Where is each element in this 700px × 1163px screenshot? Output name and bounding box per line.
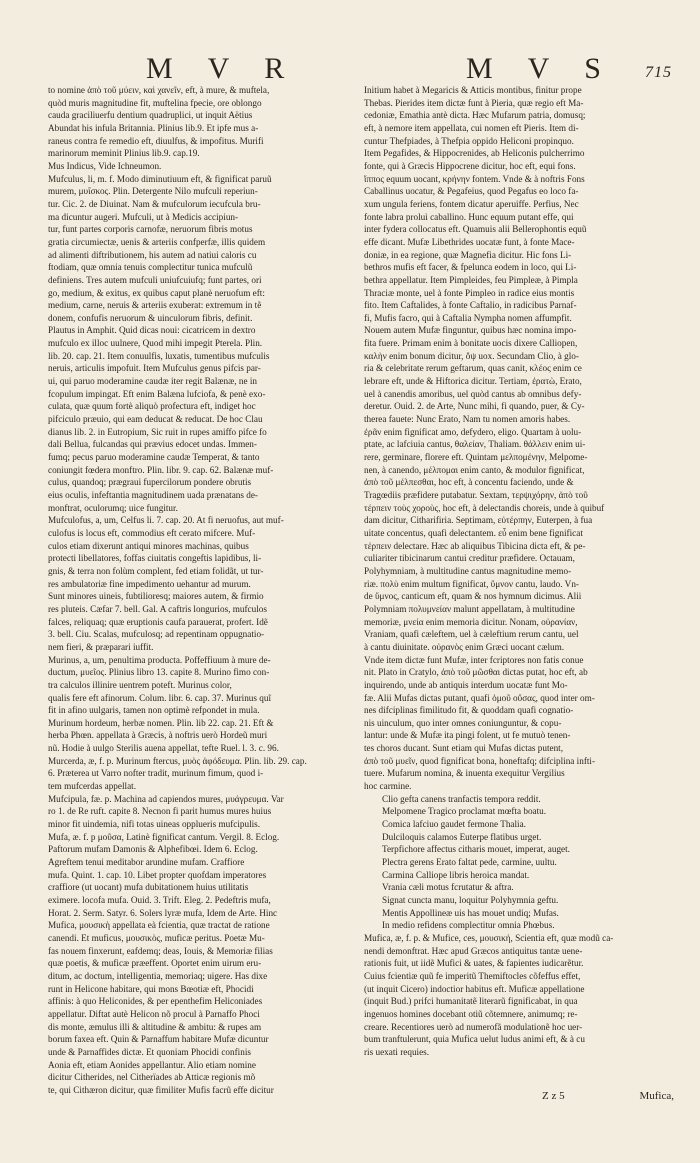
text-line: Nouem autem Mufæ finguntur, quibus hæc nomina impo- xyxy=(364,325,577,336)
verse-line: Signat cuncta manu, loquitur Polyhymnia geftu. xyxy=(382,895,559,905)
text-line: rere, germinare, florere eft. Quintam μελπομένην, Melpome- xyxy=(364,452,588,463)
text-line: borum faxea eft. Quin & Parnaffum habitare Mufæ dicuntur xyxy=(48,1034,269,1045)
text-line: Thebas. Pierides item dictæ funt à Pieria, quæ regio eft Ma- xyxy=(364,97,584,108)
text-line: à cantu diuinitate. οὐρανὸς enim Græci uocant cælum. xyxy=(364,641,565,652)
text-line: Murinum hordeum, herbæ nomen. Plin. lib 22. cap. 21. Eft & xyxy=(48,717,274,728)
page-footer xyxy=(364,1090,682,1106)
verse-line: In medio refidens complectitur omnia Phœbus. xyxy=(382,920,555,931)
text-line: go, medium, & exitus, ex quibus caput planè neruofum eft: xyxy=(48,287,265,298)
text-line: Polyhymniam, à multitudine cantus magnitudine memo- xyxy=(364,565,572,576)
text-line: Sunt minores uineis, fubtilioresq; maiores autem, & firmio xyxy=(48,591,264,602)
text-line: Horat. 2. Serm. Satyr. 6. Solers lyræ mufa, Idem de Arte. Hinc xyxy=(48,907,278,918)
text-line: tes choros ducant. Sunt etiam qui Mufas dictas putent, xyxy=(364,743,564,754)
text-line: ria & celebritate rerum geftarum, quas canit, κλέος enim ce xyxy=(364,363,582,374)
vergil-poem xyxy=(364,793,682,932)
text-line: appellatur. Diftat autè Helicon nõ procul à Parnaffo Phoci xyxy=(48,1008,260,1019)
text-line: ad alimenti diftributionem, his autem ad natiui caloris cu xyxy=(48,249,257,260)
text-line: cauda graciliuerfu dentium quadruplici, ut inquit Aëtius xyxy=(48,110,253,121)
text-line: Mufculofus, a, um, Celfus li. 7. cap. 20. At fi neruofus, aut muf- xyxy=(48,515,284,526)
text-line: Initium habet à Megaricis & Atticis montibus, finitur prope xyxy=(364,85,582,95)
text-line: Murcerda, æ, f. p. Murinum ftercus, μυὸς ἀφόδευμα. Plin. lib. 29. cap. xyxy=(48,755,307,766)
text-line: inter fydera collocatus eft. Quamuis alii Bellerophontis equũ xyxy=(364,224,587,235)
text-line: Thraciæ monte, uel à fonte Pimpleo in radice eius montis xyxy=(364,287,575,298)
text-line: pifciculo præuio, qui eam deducat & reducat. De hoc Clau xyxy=(48,414,263,425)
verse-line: Melpomene Tragico proclamat mœfta boatu. xyxy=(382,806,547,817)
text-line: Cuius fcientiæ quũ fe imperitũ Themiftocles cõfeffus effet, xyxy=(364,970,581,981)
text-line: ingenuos homines docebant otiũ cõtemnere, animumq; re- xyxy=(364,1008,578,1019)
text-line: therea fauete: Nunc Erato, Nam tu nomen amoris habes. xyxy=(364,414,571,425)
text-line: donem, confufis neruorum & uinculorum fibris, definit. xyxy=(48,312,253,323)
text-line: cedoniæ, Emathia antè dicta. Hæc Mufarum patria, domusq; xyxy=(364,110,586,121)
text-line: fit in afino uulgaris, tamen non optimè refpondet in mula. xyxy=(48,705,260,716)
verse-line: Dulciloquis calamos Euterpe flatibus urget. xyxy=(382,831,542,842)
text-line: ftodiam, quæ omnia tenuis complectitur tunica mufculũ xyxy=(48,262,253,273)
text-line: dicitur Citherides, nel Citherïades ab Atticæ regionis mõ xyxy=(48,1072,256,1083)
text-line: fas nouem finxerunt, eafdemq; deas, Iouis, & Memoriæ filias xyxy=(48,945,273,956)
text-line: eius oculis, infeftantia magnitudinem uada prænatans de- xyxy=(48,490,258,500)
text-line: nis uinculum, quo inter omnes coniunguntur, & copu- xyxy=(364,717,562,728)
verse-line: Vrania cæli motus fcrutatur & aftra. xyxy=(382,882,514,893)
text-line: quæ poetis, & muficæ præeffent. Oportet enim uirum eru- xyxy=(48,958,262,969)
signature-mark: Z z 5 xyxy=(542,1090,565,1102)
text-line: riæ. πολὺ enim multum fignificat, ὕμνον cantu, laudo. Vn- xyxy=(364,578,579,589)
text-line: protecti libellatores, foffas ciuitatis congeftis lapidibus, li- xyxy=(48,553,262,564)
text-line: uel à canendis amoribus, uel quòd cantus ab omnibus defy- xyxy=(364,388,582,399)
text-line: to nomine ἀπὸ τοῦ μύειν, καὶ χανεῖν, eft, à mure, & muftela, xyxy=(48,85,270,95)
text-line: τέρπειν τοὺς χοροὺς, hoc eft, à delectandis choreis, unde à quibuf xyxy=(364,502,605,513)
text-line: Paftorum mufam Damonis & Alphefibœi. Idem 6. Eclog. xyxy=(48,844,258,855)
text-line: de ὕμνος, canticum eft, quam & nos hymnum dicimus. Alii xyxy=(364,591,582,602)
text-line: bethros mufis eft facer, & fpelunca eodem in loco, qui Li- xyxy=(364,262,577,273)
text-line: nen, à canendo, μέλπομαι enim canto, & modulor fignificat, xyxy=(364,464,585,475)
text-line: mufculo ex illoc uulnere, Quod mihi impegit Pterela. Plin. xyxy=(48,338,263,349)
text-line: canendi. Et muficus, μουσικὸς, muficæ peritus. Poetæ Mu- xyxy=(48,932,265,943)
text-line: nendi demonftrat. Hæc apud Græcos antiquitus tantæ uene- xyxy=(364,945,583,956)
text-line: fonte, qui à Græcis Hippocrene dicitur, hoc eft, equi fons. xyxy=(364,160,576,171)
running-head-right: M V S xyxy=(466,52,615,85)
text-line: fumq; pecus paruo moderamine caudæ Temperat, & tanto xyxy=(48,452,260,463)
text-line: culofus is locus eft, commodius eft cerato mifcere. Muf- xyxy=(48,527,256,538)
text-line: raneus contra fe remedio eft, diuulfus, & impofitus. Murifi xyxy=(48,135,264,146)
text-line: fæ. Alii Mufas dictas putant, quafi ὁμοῦ οὔσας, quod inter om- xyxy=(364,692,595,703)
text-line: Mufa, æ. f. p μοῦσα, Latinè fignificat cantum. Vergil. 8. Eclog. xyxy=(48,831,280,842)
verse-line: Carmina Calliope libris heroica mandat. xyxy=(382,869,530,880)
text-line: tuere. Mufarum nomina, & inuenta exequitur Vergilius xyxy=(364,768,565,779)
text-line: dam dicitur, Citharifiria. Septimam, εὐτέρπην, Euterpen, à fua xyxy=(364,515,593,526)
text-line: marinorum meminit Plinius lib.9. cap.19. xyxy=(48,148,200,159)
text-line: ductum, μυεῖος. Plinius libro 13. capite 8. Murino fimo con- xyxy=(48,667,270,678)
text-line: falces, reliquaq; quæ eruptionis caufa parauerat, profert. Idẽ xyxy=(48,616,268,627)
text-line: (ut inquit Cicero) indoctior habitus eft. Muficæ appellatione xyxy=(364,983,585,994)
text-line: culiariter tibicinarum cantui creditur præfidere. Octauam, xyxy=(364,553,575,564)
text-line: Abundat his infula Britannia. Plinius lib.9. Et ipfe mus a- xyxy=(48,122,259,133)
text-line: medium, carne, neruis & arteriis exuberat: extremum in tẽ xyxy=(48,300,262,311)
text-line: Tragœdiis præfidere putabatur. Sextam, τερψιχόρην, ἀπὸ τοῦ xyxy=(364,490,588,500)
text-line: tur, funt partes corporis carnofæ, neruorum fibris motus xyxy=(48,224,253,235)
text-line: Mufica, μουσικὴ appellata eà fcientia, quæ tractat de ratione xyxy=(48,920,270,931)
text-line: culos etiam dixerunt antiqui minores machinas, quibus xyxy=(48,540,249,551)
text-line: Mufculus, li, m. f. Modo diminutiuum eft, & fignificat paruũ xyxy=(48,173,272,184)
text-line: Caballinus uocatur, & Pegafeius, quod Pegafus eo loco fa- xyxy=(364,186,579,197)
catchword: Mufica, xyxy=(639,1090,674,1102)
text-line: tur. Cic. 2. de Diuinat. Nam & mufculorum iecufcula bru- xyxy=(48,198,261,209)
text-line: coniungit fœdera monftro. Plin. libr. 9. cap. 62. Balænæ muf- xyxy=(48,464,274,475)
verse-line: Terpfichore affectus citharis mouet, imperat, auget. xyxy=(382,844,570,855)
verse-line: Plectra gerens Erato faltat pede, carmine, uultu. xyxy=(382,857,557,868)
verse-line: Comica lafciuo gaudet fermone Thalia. xyxy=(382,819,526,830)
text-line: fi, Mufis facro, qui à Caftalia Nympha nomen affumpfit. xyxy=(364,312,572,323)
text-line: herba Phœn. appellata à Græcis, à noftris uerò Hordeũ muri xyxy=(48,730,268,741)
text-line: 3. bell. Ciu. Scalas, mufculosq; ad repentinam oppugnatio- xyxy=(48,629,265,640)
text-line: Mufcipula, fæ. p. Machina ad capiendos mures, μυάγρευμα. Var xyxy=(48,793,284,804)
text-line: culata, quæ quum fortè aliquò profectura eft, indiget hoc xyxy=(48,401,256,412)
text-line: ptate, ac lafciuia cantus, θαλείαν, Thaliam. θάλλειν enim ui- xyxy=(364,439,586,450)
text-line: dali Bellua, fulcandas qui prævius edocet undas. Immen- xyxy=(48,439,257,450)
text-line: rationis fuit, ut iidẽ Mufici & uates, & fapientes iudicarẽtur. xyxy=(364,958,584,969)
text-line: nit. Plato in Cratylo, ἀπὸ τοῦ μῶσθαι dictas putat, hoc eft, ab xyxy=(364,667,588,678)
text-line: ui, qui paruo moderamine caudæ iter regit Balænæ, ne in xyxy=(48,376,257,387)
text-line: doniæ, in ea regione, quæ Magnefia dicitur. Hic fons Li- xyxy=(364,249,572,260)
text-line: Vraniam, quafi cæleftem, uel à cæleftium rerum cantu, uel xyxy=(364,629,579,640)
text-line: ma dicuntur augeri. Mufculi, ut à Medicis accipiun- xyxy=(48,211,239,222)
text-line: quòd muris magnitudine fit, muftelina fpecie, ore oblongo xyxy=(48,97,262,108)
text-line: runt in Helicone habitare, qui mons Bœotiæ eft, Phocidi xyxy=(48,983,254,994)
text-line: fonte labra proluì caballino. Hunc equum putant effe, qui xyxy=(364,211,574,222)
text-line: lantur: unde & Mufæ ita pingi folent, ut fe mutuò tenen- xyxy=(364,730,571,741)
text-line: gnis, & terra non folùm complent, fed etiam folidãt, ut tur- xyxy=(48,565,264,576)
text-line: lebrare eft, unde & Hiftorica dicitur. Tertiam, ἐρατὼ, Erato, xyxy=(364,376,582,387)
text-line: Plautus in Amphit. Quid dicas noui: cicatricem in dextro xyxy=(48,325,256,336)
musica-entry xyxy=(364,932,682,1059)
text-line: neruis, articulis impofuit. Item Mufculus genus pifcis par- xyxy=(48,363,261,374)
text-line: murem, μυΐσκος. Plin. Detergente Nilo mufculi reperiun- xyxy=(48,186,258,197)
text-line: deretur. Ouid. 2. de Arte, Nunc mihi, fi quando, puer, & Cy- xyxy=(364,401,585,412)
text-line: ἵππος equum uocant, κρήνην fontem. Vnde & à noftris Fons xyxy=(364,173,585,184)
text-line: culus, quandoq; prægraui fupercilorum pondere obrutis xyxy=(48,477,252,488)
text-line: creare. Recentiores uerò ad numerofã modulationẽ hoc uer- xyxy=(364,1021,583,1032)
text-line: tem mufcerdas appellat. xyxy=(48,781,137,792)
running-head-left: M V R xyxy=(146,52,299,85)
text-line: mufa. Quint. 1. cap. 10. Libet propter quofdam imperatores xyxy=(48,869,267,880)
text-line: monftrat, oculorumq; uice fungitur. xyxy=(48,502,178,513)
text-line: effe dicant. Mufæ Libethrides uocatæ funt, à fonte Mace- xyxy=(364,236,575,247)
page-number: 715 xyxy=(645,64,672,81)
text-line: Aonia eft, etiam Aonides appellantur. Alio etiam nomine xyxy=(48,1059,256,1070)
text-line: nem fieri, & præparari iuffit. xyxy=(48,641,154,652)
text-line: minor fit uindemia, nifi totas uineas opplueris mufcipulis. xyxy=(48,819,261,830)
text-line: eft, à nemore item appellata, cui nomen eft Pieris. Item di- xyxy=(364,122,579,133)
text-line: Mus Indicus, Vide Ichneumon. xyxy=(48,160,162,171)
text-line: nes difciplinas fimilitudo fit, & quoddam quafi cognatio- xyxy=(364,705,574,716)
verse-line: Clio gefta canens tranfactis tempora reddit. xyxy=(382,793,541,804)
text-line: ris uexati requies. xyxy=(364,1046,430,1057)
text-line: res pluteis. Cæfar 7. bell. Gal. A caftris longurios, mufculos xyxy=(48,603,267,614)
text-line: hoc carmine. xyxy=(364,781,412,792)
text-line: ἀπὸ τοῦ μέλπεσθαι, hoc eft, à concentu faciendo, unde & xyxy=(364,477,574,488)
text-line: dianus lib. 2. in Eutropium, Sic ruit in rupes amiffo pifce fo xyxy=(48,426,267,437)
text-line: Agreftem tenui meditabor arundine mufam. Craffiore xyxy=(48,857,245,868)
verse-line: Mentis Appollineæ uis has mouet undiq; Mufas. xyxy=(382,907,559,918)
text-line: Mufica, æ, f. p. & Mufice, ces, μουσική, Scientia eft, quæ modũ ca- xyxy=(364,932,614,943)
left-column xyxy=(48,84,348,1097)
text-line: ro 1. de Re ruft. capite 8. Necnon fi parit humus mures huius xyxy=(48,806,272,817)
text-line: xum ungula feriens, fontem dicatur aperuiffe. Perfius, Nec xyxy=(364,198,579,209)
text-line: unde & Parnaffides dictæ. Et quoniam Phocidi confinis xyxy=(48,1046,251,1057)
text-line: te, qui Cithæron dicitur, quæ fimiliter Mufis facrũ effe dicitur xyxy=(48,1084,274,1095)
text-line: fita fuere. Primam enim à bonitate uocis dixere Calliopen, xyxy=(364,338,578,349)
text-line: τέρπειν delectare. Hæc ab aliquibus Tibicina dicta eft, & pe- xyxy=(364,540,586,551)
text-line: qualis fere eft afinorum. Colum. libr. 6. cap. 37. Murinus quĩ xyxy=(48,692,272,703)
text-line: lib. 20. cap. 21. Item conuulfis, luxatis, tumentibus mufculis xyxy=(48,350,270,361)
text-line: definiens. Tres autem mufculi uniufcuiufq; funt partes, ori xyxy=(48,274,262,285)
text-line: bethra appellatur. Item Pimpleides, feu Pimpleæ, à Pimpla xyxy=(364,274,578,285)
text-line: memoriæ, μνεία enim memoria dicitur. Nonam, οὐρανίαν, xyxy=(364,616,578,627)
text-line: cuntur Thefpiades, à Thefpia oppido Heliconi propinquo. xyxy=(364,135,574,146)
text-line: nũ. Hodie à uulgo Sterilis auena appellat, tefte Ruel. l. 3. c. 96. xyxy=(48,743,279,754)
right-column-text xyxy=(364,84,682,793)
text-line: 6. Præterea ut Varro nofter tradit, murinum fimum, quod i- xyxy=(48,768,264,779)
text-line: dis monte, æmulus illi & altitudine & ambitu: & rupes am xyxy=(48,1021,262,1032)
text-line: Polymniam πολυμνείαν malunt appellatam, à multitudine xyxy=(364,603,575,614)
text-line: inquirendo, unde ab antiquis interdum uocatæ funt Mo- xyxy=(364,679,568,690)
text-line: affinis: à quo Heliconides, & per epenthefim Heliconiades xyxy=(48,996,263,1007)
text-line: uitate concentus, quafi delectantem. εὖ enim bene fignificat xyxy=(364,527,583,538)
text-line: fcopulum impingat. Eft enim Balæna lufciofa, & penè exo- xyxy=(48,388,266,399)
text-line: ditum, ac doctum, intelligentia, memoriaq; uigere. Has dixe xyxy=(48,970,268,981)
text-line: fito. Item Caftalides, à fonte Caftalio, in radicibus Parnaf- xyxy=(364,300,577,311)
text-line: καλὴν enim bonum dicitur, ὄψ uox. Secundam Clio, à glo- xyxy=(364,350,579,361)
text-line: craffiore (ut uocant) mufa dubitationem huius utilitatis xyxy=(48,882,249,893)
text-line: eximere. locofa mufa. Ouid. 3. Trift. Eleg. 2. Pedeftris mufa, xyxy=(48,895,271,905)
text-line: (inquit Bud.) prifci humanitatẽ literarũ fignificabat, in qua xyxy=(364,996,578,1007)
text-line: gratia circumiectæ, uenis & arteriis confperfæ, illis quidem xyxy=(48,236,266,247)
text-line: Murinus, a, um, penultima producta. Poffeffiuum à mure de- xyxy=(48,654,271,665)
text-line: ἐρᾶν enim fignificat amo, defydero, eligo. Quartam à uolu- xyxy=(364,426,582,437)
text-line: res ambulatoriæ fine impedimento uehantur ad murum. xyxy=(48,578,251,589)
text-line: ἀπὸ τοῦ μυεῖν, quod fignificat bona, honeftafq; difciplina infti- xyxy=(364,755,596,766)
text-line: tra calculos illinire uentrem poteft. Murinus color, xyxy=(48,679,232,690)
text-line: Vnde item dictæ funt Mufæ, inter fcriptores non fatis conue xyxy=(364,654,584,665)
right-column xyxy=(364,84,682,1059)
text-line: bum tranftulerunt, quia Mufica uelut ludus animi eft, & à cu xyxy=(364,1034,585,1045)
text-line: Item Pegafides, & Hippocrenides, ab Heliconis pulcherrimo xyxy=(364,148,585,159)
